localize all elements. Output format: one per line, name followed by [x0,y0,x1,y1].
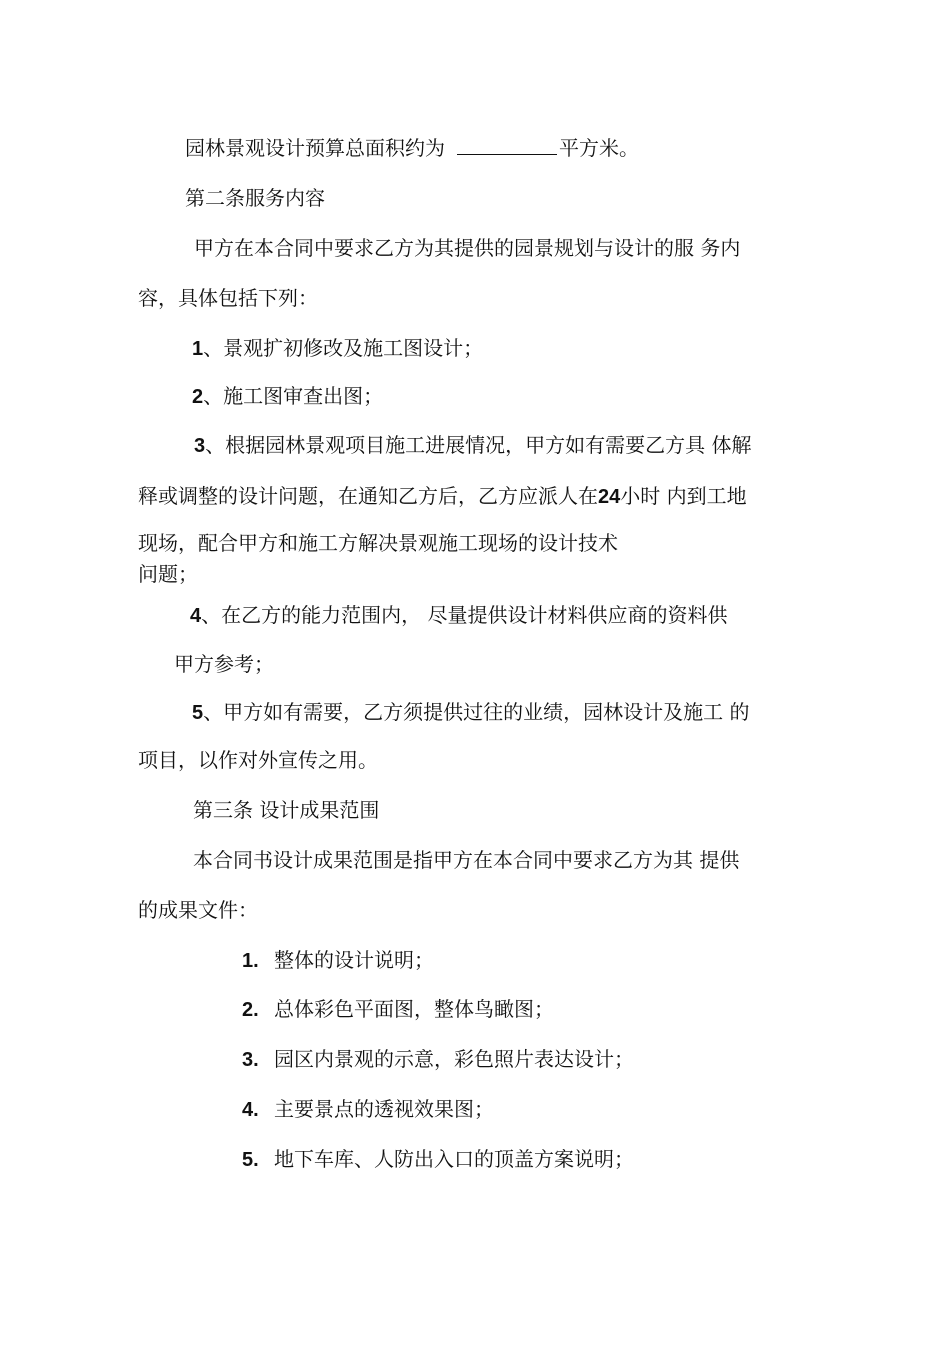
service-item-5-line-2: 项目，以作对外宣传之用。 [138,748,378,772]
service-item-2 [192,383,383,409]
item-number: 3. [242,1049,259,1071]
deliverable-item-4 [242,1096,494,1122]
service-item-3-line-2 [138,483,747,509]
article-2-heading: 第二条服务内容 [185,186,325,210]
service-item-4-line-2: 甲方参考； [174,652,274,676]
item-text: 、甲方如有需要，乙方须提供过往的业绩，园林设计及施工 的 [203,700,750,724]
deliverable-item-1 [242,947,434,973]
item-text: 主要景点的透视效果图； [274,1097,494,1121]
service-item-3-line-4: 问题； [138,562,198,586]
service-item-3-line-3: 现场，配合甲方和施工方解决景观施工现场的设计技术 [138,531,618,555]
item-number: 5 [192,702,204,724]
service-item-3 [194,432,751,458]
item-text: 、根据园林景观项目施工进展情况，甲方如有需要乙方具 体解 [205,433,752,457]
area-text-after: 平方米。 [559,136,639,160]
item-number: 4 [190,605,202,627]
deliverable-item-5 [242,1146,634,1172]
item-text: 释或调整的设计问题，在通知乙方后，乙方应派人在 [138,484,598,508]
hours-number: 24 [598,486,621,508]
item-text: 、在乙方的能力范围内， 尽量提供设计材料供应商的资料供 [201,603,728,627]
service-item-4 [190,602,727,628]
area-line [185,135,639,161]
item-text: 地下车库、人防出入口的顶盖方案说明； [274,1147,634,1171]
deliverable-item-3 [242,1046,634,1072]
service-item-5 [192,699,749,725]
article-2-paragraph-line-2: 容，具体包括下列： [138,286,318,310]
service-item-1 [192,335,483,361]
item-number: 2. [242,999,259,1021]
article-3-paragraph-line-2: 的成果文件： [138,898,258,922]
article-2-paragraph-line-1: 甲方在本合同中要求乙方为其提供的园景规划与设计的服 务内 [194,236,741,260]
article-3-paragraph-line-1: 本合同书设计成果范围是指甲方在本合同中要求乙方为其 提供 [193,848,740,872]
item-number: 5. [242,1149,259,1171]
area-blank-field [457,136,557,155]
area-text-before: 园林景观设计预算总面积约为 [185,136,445,160]
item-number: 1 [192,338,204,360]
deliverable-item-2 [242,996,554,1022]
item-text: 总体彩色平面图，整体鸟瞰图； [274,997,554,1021]
item-text: 、景观扩初修改及施工图设计； [203,336,484,360]
item-number: 3 [194,435,206,457]
item-number: 4. [242,1099,259,1121]
item-text: 小时 内到工地 [620,484,747,508]
item-text: 、施工图审查出图； [203,384,384,408]
item-text: 园区内景观的示意，彩色照片表达设计； [274,1047,634,1071]
item-number: 2 [192,386,204,408]
item-text: 整体的设计说明； [274,948,434,972]
item-number: 1. [242,950,259,972]
article-3-heading: 第三条 设计成果范围 [193,798,380,822]
